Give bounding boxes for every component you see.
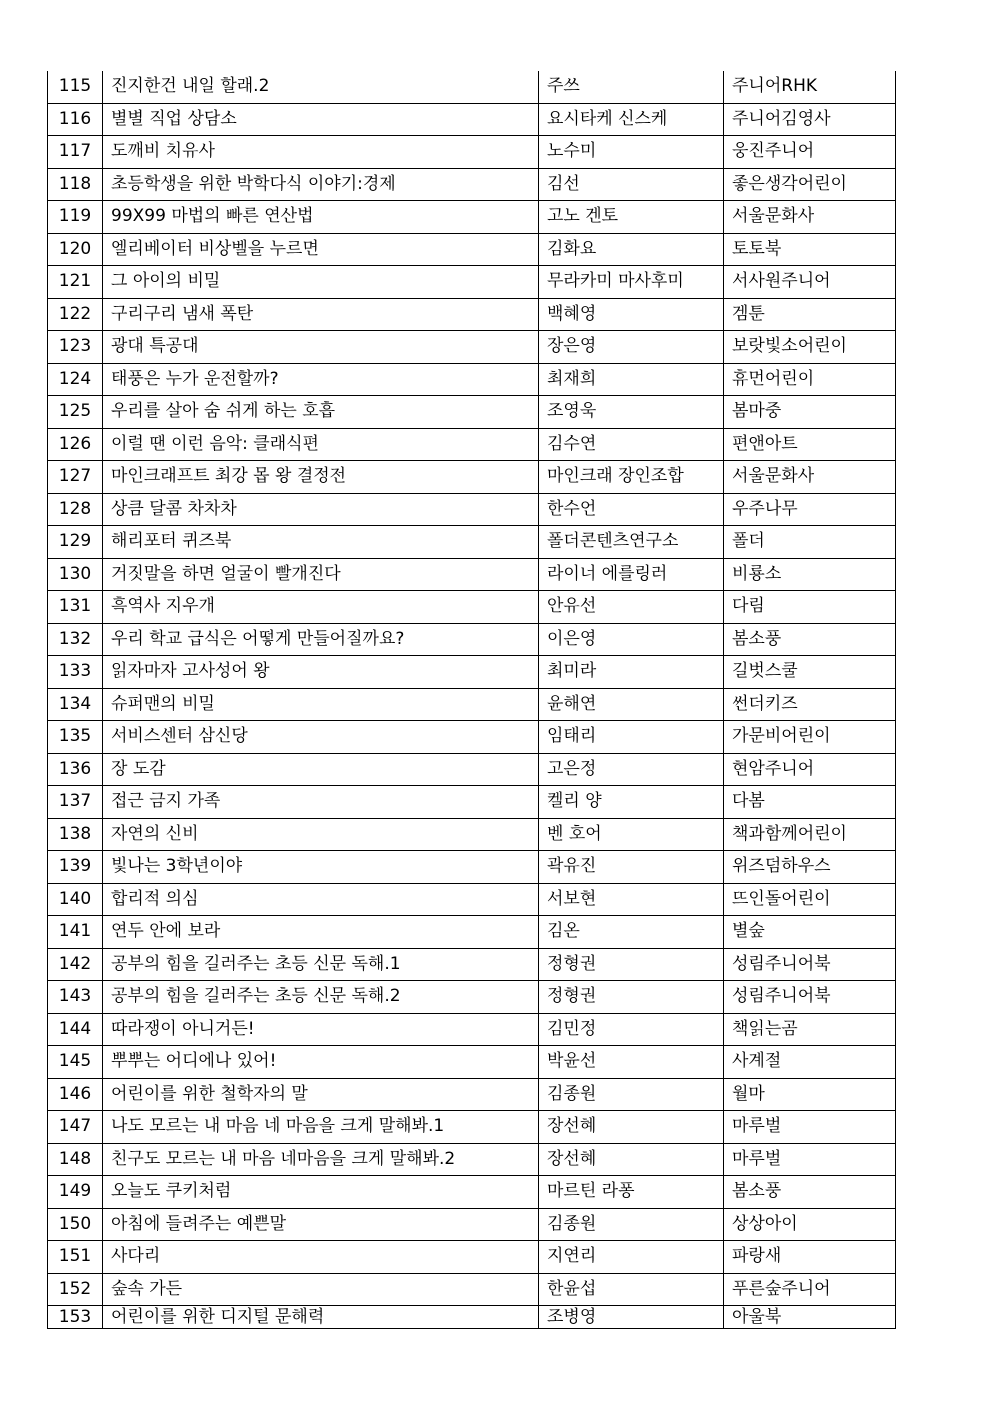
table-row (48, 1176, 896, 1209)
cell-publisher: 휴먼어린이 (724, 363, 896, 396)
cell-title: 합리적 의심 (103, 883, 539, 916)
cell-author: 장선혜 (539, 1111, 724, 1144)
cell-title: 자연의 신비 (103, 818, 539, 851)
cell-publisher: 마루벌 (724, 1143, 896, 1176)
cell-title: 우리 학교 급식은 어떻게 만들어질까요? (103, 623, 539, 656)
table-row (48, 1046, 896, 1079)
cell-title: 구리구리 냄새 폭탄 (103, 298, 539, 331)
cell-no: 150 (48, 1208, 103, 1241)
cell-publisher: 서울문화사 (724, 461, 896, 494)
cell-publisher: 위즈덤하우스 (724, 851, 896, 884)
cell-author: 김선 (539, 168, 724, 201)
cell-author: 조영욱 (539, 396, 724, 429)
cell-author: 고노 겐토 (539, 201, 724, 234)
cell-author: 벤 호어 (539, 818, 724, 851)
cell-author: 정형권 (539, 981, 724, 1014)
cell-author: 장선혜 (539, 1143, 724, 1176)
cell-title: 접근 금지 가족 (103, 786, 539, 819)
cell-no: 142 (48, 948, 103, 981)
cell-publisher: 편앤아트 (724, 428, 896, 461)
cell-publisher: 별숲 (724, 916, 896, 949)
cell-no: 125 (48, 396, 103, 429)
cell-author: 한수언 (539, 493, 724, 526)
cell-author: 김종원 (539, 1208, 724, 1241)
cell-title: 장 도감 (103, 753, 539, 786)
table-row (48, 396, 896, 429)
cell-author: 백혜영 (539, 298, 724, 331)
cell-no: 131 (48, 591, 103, 624)
cell-author: 고은정 (539, 753, 724, 786)
cell-publisher: 봄소풍 (724, 623, 896, 656)
cell-no: 151 (48, 1241, 103, 1274)
cell-title: 별별 직업 상담소 (103, 103, 539, 136)
cell-no: 149 (48, 1176, 103, 1209)
table-row (48, 493, 896, 526)
cell-no: 128 (48, 493, 103, 526)
cell-no: 143 (48, 981, 103, 1014)
cell-no: 135 (48, 721, 103, 754)
cell-author: 요시타케 신스케 (539, 103, 724, 136)
cell-no: 132 (48, 623, 103, 656)
table-row (48, 721, 896, 754)
table-row (48, 688, 896, 721)
cell-no: 123 (48, 331, 103, 364)
cell-title: 우리를 살아 숨 쉬게 하는 호흡 (103, 396, 539, 429)
cell-title: 빛나는 3학년이야 (103, 851, 539, 884)
cell-no: 130 (48, 558, 103, 591)
table-row (48, 1143, 896, 1176)
table-row (48, 1078, 896, 1111)
cell-no: 148 (48, 1143, 103, 1176)
cell-title: 뿌뿌는 어디에나 있어! (103, 1046, 539, 1079)
table-row (48, 1273, 896, 1306)
table-row (48, 233, 896, 266)
table-row (48, 623, 896, 656)
cell-no: 144 (48, 1013, 103, 1046)
table-row (48, 883, 896, 916)
table-row (48, 331, 896, 364)
table-row (48, 851, 896, 884)
cell-title: 거짓말을 하면 얼굴이 빨개진다 (103, 558, 539, 591)
cell-publisher: 월마 (724, 1078, 896, 1111)
cell-author: 마인크래 장인조합 (539, 461, 724, 494)
cell-title: 도깨비 치유사 (103, 136, 539, 169)
cell-no: 118 (48, 168, 103, 201)
cell-author: 장은영 (539, 331, 724, 364)
table-row (48, 1013, 896, 1046)
cell-title: 상큼 달콤 차차차 (103, 493, 539, 526)
cell-title: 서비스센터 삼신당 (103, 721, 539, 754)
cell-publisher: 책과함께어린이 (724, 818, 896, 851)
cell-publisher: 좋은생각어린이 (724, 168, 896, 201)
cell-no: 146 (48, 1078, 103, 1111)
cell-no: 116 (48, 103, 103, 136)
cell-title: 읽자마자 고사성어 왕 (103, 656, 539, 689)
cell-author: 라이너 에를링러 (539, 558, 724, 591)
cell-no: 115 (48, 71, 103, 103)
cell-publisher: 우주나무 (724, 493, 896, 526)
cell-no: 127 (48, 461, 103, 494)
cell-publisher: 성림주니어북 (724, 948, 896, 981)
cell-title: 공부의 힘을 길러주는 초등 신문 독해.1 (103, 948, 539, 981)
cell-title: 해리포터 퀴즈북 (103, 526, 539, 559)
cell-title: 슈퍼맨의 비밀 (103, 688, 539, 721)
cell-author: 곽유진 (539, 851, 724, 884)
cell-publisher: 토토북 (724, 233, 896, 266)
cell-publisher: 웅진주니어 (724, 136, 896, 169)
cell-no: 136 (48, 753, 103, 786)
table-row (48, 461, 896, 494)
book-list-table (47, 71, 896, 1329)
cell-no: 133 (48, 656, 103, 689)
table-row (48, 266, 896, 299)
cell-title: 엘리베이터 비상벨을 누르면 (103, 233, 539, 266)
cell-author: 임태리 (539, 721, 724, 754)
cell-no: 129 (48, 526, 103, 559)
cell-publisher: 책읽는곰 (724, 1013, 896, 1046)
cell-publisher: 상상아이 (724, 1208, 896, 1241)
cell-author: 김온 (539, 916, 724, 949)
cell-title: 태풍은 누가 운전할까? (103, 363, 539, 396)
cell-no: 139 (48, 851, 103, 884)
table-row (48, 656, 896, 689)
cell-title: 연두 안에 보라 (103, 916, 539, 949)
cell-title: 어린이를 위한 디지털 문해력 (103, 1306, 539, 1329)
cell-title: 흑역사 지우개 (103, 591, 539, 624)
cell-title: 마인크래프트 최강 몹 왕 결정전 (103, 461, 539, 494)
cell-author: 김종원 (539, 1078, 724, 1111)
cell-publisher: 비룡소 (724, 558, 896, 591)
cell-publisher: 폴더 (724, 526, 896, 559)
table-row (48, 558, 896, 591)
cell-author: 지연리 (539, 1241, 724, 1274)
table-row (48, 981, 896, 1014)
cell-author: 정형권 (539, 948, 724, 981)
cell-publisher: 마루벌 (724, 1111, 896, 1144)
cell-publisher: 다림 (724, 591, 896, 624)
cell-title: 따라쟁이 아니거든! (103, 1013, 539, 1046)
table-row (48, 948, 896, 981)
cell-no: 122 (48, 298, 103, 331)
cell-author: 조병영 (539, 1306, 724, 1329)
cell-author: 주쓰 (539, 71, 724, 103)
cell-no: 141 (48, 916, 103, 949)
cell-no: 120 (48, 233, 103, 266)
cell-no: 153 (48, 1306, 103, 1329)
cell-title: 이럴 땐 이런 음악: 클래식편 (103, 428, 539, 461)
table-row (48, 591, 896, 624)
cell-publisher: 보랏빛소어린이 (724, 331, 896, 364)
cell-publisher: 다봄 (724, 786, 896, 819)
cell-no: 152 (48, 1273, 103, 1306)
cell-publisher: 파랑새 (724, 1241, 896, 1274)
cell-publisher: 가문비어린이 (724, 721, 896, 754)
table-row (48, 201, 896, 234)
cell-no: 119 (48, 201, 103, 234)
cell-title: 나도 모르는 내 마음 네 마음을 크게 말해봐.1 (103, 1111, 539, 1144)
cell-publisher: 봄소풍 (724, 1176, 896, 1209)
cell-no: 145 (48, 1046, 103, 1079)
cell-title: 친구도 모르는 내 마음 네마음을 크게 말해봐.2 (103, 1143, 539, 1176)
table-row (48, 1208, 896, 1241)
cell-no: 126 (48, 428, 103, 461)
cell-publisher: 사계절 (724, 1046, 896, 1079)
cell-title: 광대 특공대 (103, 331, 539, 364)
cell-author: 노수미 (539, 136, 724, 169)
cell-title: 진지한건 내일 할래.2 (103, 71, 539, 103)
cell-author: 김화요 (539, 233, 724, 266)
cell-publisher: 아울북 (724, 1306, 896, 1329)
cell-publisher: 서사원주니어 (724, 266, 896, 299)
cell-publisher: 성림주니어북 (724, 981, 896, 1014)
cell-author: 안유선 (539, 591, 724, 624)
cell-author: 이은영 (539, 623, 724, 656)
cell-author: 윤해연 (539, 688, 724, 721)
cell-author: 폴더콘텐츠연구소 (539, 526, 724, 559)
table-row (48, 1306, 896, 1329)
table-row (48, 298, 896, 331)
cell-title: 그 아이의 비밀 (103, 266, 539, 299)
cell-author: 켈리 양 (539, 786, 724, 819)
cell-no: 124 (48, 363, 103, 396)
cell-no: 134 (48, 688, 103, 721)
cell-author: 최재희 (539, 363, 724, 396)
cell-publisher: 현암주니어 (724, 753, 896, 786)
table-row (48, 786, 896, 819)
cell-author: 한윤섭 (539, 1273, 724, 1306)
table-row (48, 168, 896, 201)
table-row (48, 818, 896, 851)
table-row (48, 136, 896, 169)
cell-title: 99X99 마법의 빠른 연산법 (103, 201, 539, 234)
cell-publisher: 봄마중 (724, 396, 896, 429)
cell-author: 마르틴 라퐁 (539, 1176, 724, 1209)
cell-title: 아침에 들려주는 예쁜말 (103, 1208, 539, 1241)
cell-no: 140 (48, 883, 103, 916)
table-row (48, 753, 896, 786)
cell-publisher: 썬더키즈 (724, 688, 896, 721)
table-row (48, 1111, 896, 1144)
cell-title: 사다리 (103, 1241, 539, 1274)
cell-title: 숲속 가든 (103, 1273, 539, 1306)
cell-title: 초등학생을 위한 박학다식 이야기:경제 (103, 168, 539, 201)
cell-title: 오늘도 쿠키처럼 (103, 1176, 539, 1209)
cell-author: 최미라 (539, 656, 724, 689)
cell-no: 117 (48, 136, 103, 169)
cell-no: 121 (48, 266, 103, 299)
cell-title: 어린이를 위한 철학자의 말 (103, 1078, 539, 1111)
table-row (48, 103, 896, 136)
cell-publisher: 푸른숲주니어 (724, 1273, 896, 1306)
cell-author: 박윤선 (539, 1046, 724, 1079)
cell-author: 무라카미 마사후미 (539, 266, 724, 299)
cell-publisher: 뜨인돌어린이 (724, 883, 896, 916)
cell-no: 138 (48, 818, 103, 851)
book-list-body (48, 71, 896, 1329)
cell-publisher: 주니어RHK (724, 71, 896, 103)
cell-publisher: 겜툰 (724, 298, 896, 331)
cell-no: 147 (48, 1111, 103, 1144)
table-row (48, 363, 896, 396)
cell-publisher: 서울문화사 (724, 201, 896, 234)
cell-no: 137 (48, 786, 103, 819)
table-row (48, 71, 896, 103)
table-row (48, 1241, 896, 1274)
table-row (48, 526, 896, 559)
cell-publisher: 길벗스쿨 (724, 656, 896, 689)
table-row (48, 428, 896, 461)
cell-title: 공부의 힘을 길러주는 초등 신문 독해.2 (103, 981, 539, 1014)
table-row (48, 916, 896, 949)
cell-publisher: 주니어김영사 (724, 103, 896, 136)
cell-author: 김민정 (539, 1013, 724, 1046)
cell-author: 김수연 (539, 428, 724, 461)
cell-author: 서보현 (539, 883, 724, 916)
